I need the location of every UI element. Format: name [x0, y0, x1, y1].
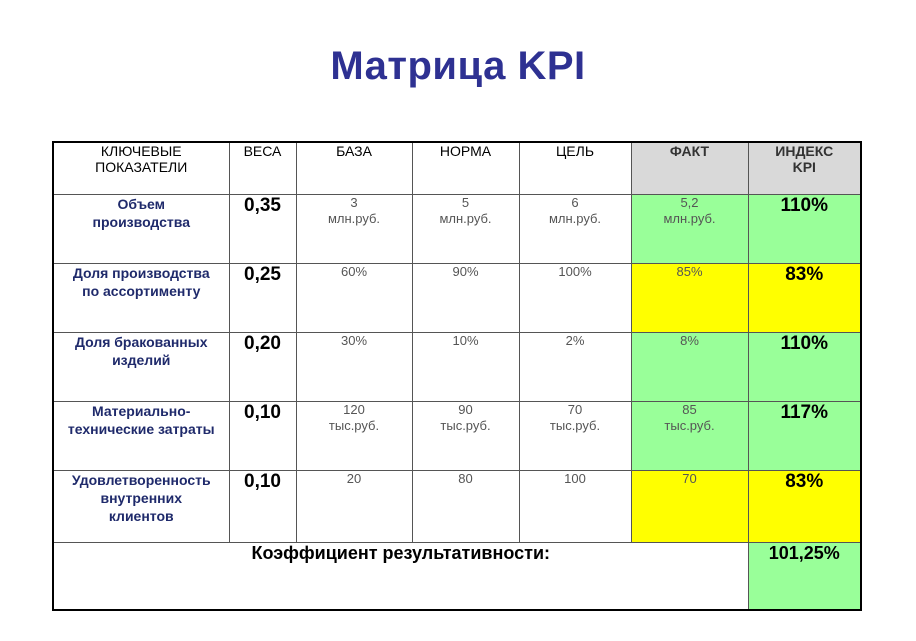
header-target: ЦЕЛЬ — [519, 142, 631, 194]
kpi-index-cell: 83% — [748, 263, 861, 332]
base-cell: 30% — [296, 332, 412, 401]
indicator-name: Доля бракованных изделий — [53, 332, 229, 401]
table-row — [53, 194, 861, 263]
header-base: БАЗА — [296, 142, 412, 194]
norm-cell: 80 — [412, 470, 519, 542]
header-weights: ВЕСА — [229, 142, 296, 194]
kpi-index-cell: 83% — [748, 470, 861, 542]
header-norm: НОРМА — [412, 142, 519, 194]
header-kpi-index: ИНДЕКС KPI — [748, 142, 861, 194]
norm-cell: 90 тыс.руб. — [412, 401, 519, 470]
norm-cell: 90% — [412, 263, 519, 332]
target-cell: 100% — [519, 263, 631, 332]
indicator-name: Объем производства — [53, 194, 229, 263]
kpi-index-cell: 110% — [748, 332, 861, 401]
fact-cell: 8% — [631, 332, 748, 401]
table-row — [53, 263, 861, 332]
kpi-matrix-table — [52, 141, 862, 611]
table-row — [53, 332, 861, 401]
page-title: Матрица KPI — [330, 44, 586, 88]
table-row — [53, 470, 861, 542]
target-cell: 70 тыс.руб. — [519, 401, 631, 470]
target-cell: 2% — [519, 332, 631, 401]
base-cell: 60% — [296, 263, 412, 332]
fact-cell: 85% — [631, 263, 748, 332]
target-cell: 100 — [519, 470, 631, 542]
weight-cell: 0,20 — [229, 332, 296, 401]
kpi-index-cell: 110% — [748, 194, 861, 263]
target-cell: 6 млн.руб. — [519, 194, 631, 263]
header-fact: ФАКТ — [631, 142, 748, 194]
weight-cell: 0,10 — [229, 470, 296, 542]
base-cell: 20 — [296, 470, 412, 542]
fact-cell: 5,2 млн.руб. — [631, 194, 748, 263]
header-indicators: КЛЮЧЕВЫЕ ПОКАЗАТЕЛИ — [53, 142, 229, 194]
fact-cell: 70 — [631, 470, 748, 542]
weight-cell: 0,10 — [229, 401, 296, 470]
indicator-name: Удовлетворенность внутренних клиентов — [53, 470, 229, 542]
summary-row — [53, 542, 861, 610]
weight-cell: 0,35 — [229, 194, 296, 263]
kpi-index-cell: 117% — [748, 401, 861, 470]
header-row — [53, 142, 861, 194]
norm-cell: 10% — [412, 332, 519, 401]
base-cell: 120 тыс.руб. — [296, 401, 412, 470]
fact-cell: 85 тыс.руб. — [631, 401, 748, 470]
summary-value: 101,25% — [748, 542, 861, 610]
norm-cell: 5 млн.руб. — [412, 194, 519, 263]
weight-cell: 0,25 — [229, 263, 296, 332]
indicator-name: Материально- технические затраты — [53, 401, 229, 470]
summary-label: Коэффициент результативности: — [53, 542, 748, 610]
table-row — [53, 401, 861, 470]
indicator-name: Доля производства по ассортименту — [53, 263, 229, 332]
base-cell: 3 млн.руб. — [296, 194, 412, 263]
